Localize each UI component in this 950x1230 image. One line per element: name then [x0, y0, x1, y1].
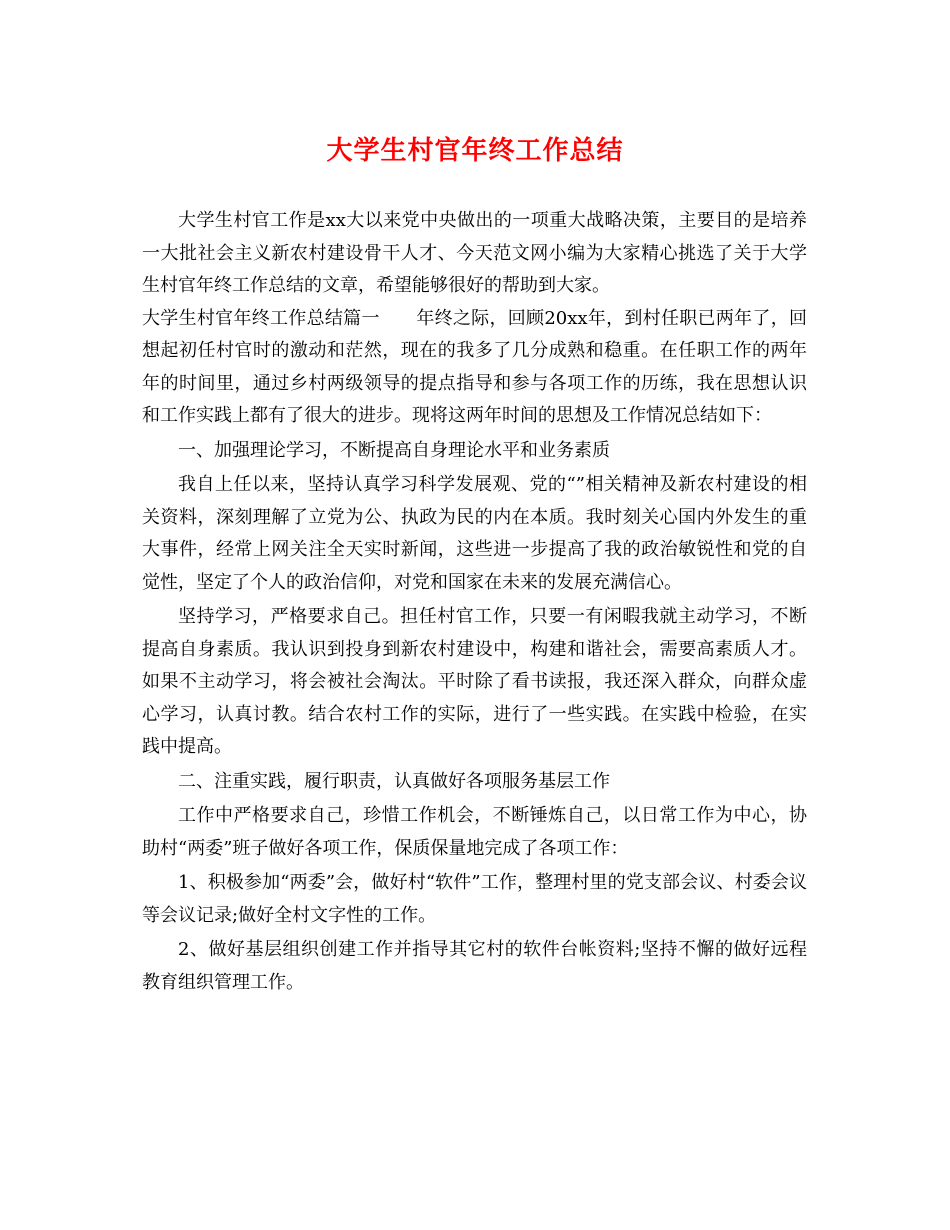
- section-heading: 一、加强理论学习，不断提高自身理论水平和业务素质: [178, 439, 610, 461]
- list-item: 2、做好基层组织创建工作并指导其它村的软件台帐资料;坚持不懈的做好远程教育组织管理工作。: [142, 939, 807, 993]
- list-item: 1、积极参加“两委”会，做好村“软件”工作，整理村里的党支部会议、村委会议等会议记录;做好全村文字性的工作。: [142, 872, 807, 926]
- section-heading: 二、注重实践，履行职责，认真做好各项服务基层工作: [178, 770, 610, 792]
- paragraph: 坚持学习，严格要求自己。担任村官工作，只要一有闲暇我就主动学习，不断提高自身素质。我认识到投身到新农村建设中，构建和谐社会，需要高素质人才。如果不主动学习，将会被社会淘汰。平时除了看书读报，我还深入群众，向群众虚心学习，认真讨教。结合农村工作的实际，进行了一些实践。在实践中检验，在实践中提高。: [142, 606, 807, 757]
- document-body: [142, 205, 807, 999]
- paragraph: 大学生村官工作是xx大以来党中央做出的一项重大战略决策，主要目的是培养一大批社会主义新农村建设骨干人才、今天范文网小编为大家精心挑选了关于大学生村官年终工作总结的文章，希望能够很好的帮助到大家。: [142, 210, 807, 296]
- paragraph: 我自上任以来，坚持认真学习科学发展观、党的“”相关精神及新农村建设的相关资料，深刻理解了立党为公、执政为民的内在本质。我时刻关心国内外发生的重大事件，经常上网关注全天实时新闻，这些进一步提高了我的政治敏锐性和党的自觉性，坚定了个人的政治信仰，对党和国家在未来的发展充满信心。: [142, 474, 807, 593]
- paragraph: 工作中严格要求自己，珍惜工作机会，不断锤炼自己，以日常工作为中心，协助村“两委”班子做好各项工作，保质保量地完成了各项工作：: [142, 805, 807, 859]
- paragraph: 大学生村官年终工作总结篇一 年终之际，回顾20xx年，到村任职已两年了，回想起初任村官时的激动和茫然，现在的我多了几分成熟和稳重。在任职工作的两年年的时间里，通过乡村两级领导的提点指导和参与各项工作的历练，我在思想认识和工作实践上都有了很大的进步。现将这两年时间的思想及工作情况总结如下：: [142, 307, 807, 426]
- document-title: 大学生村官年终工作总结: [326, 136, 624, 166]
